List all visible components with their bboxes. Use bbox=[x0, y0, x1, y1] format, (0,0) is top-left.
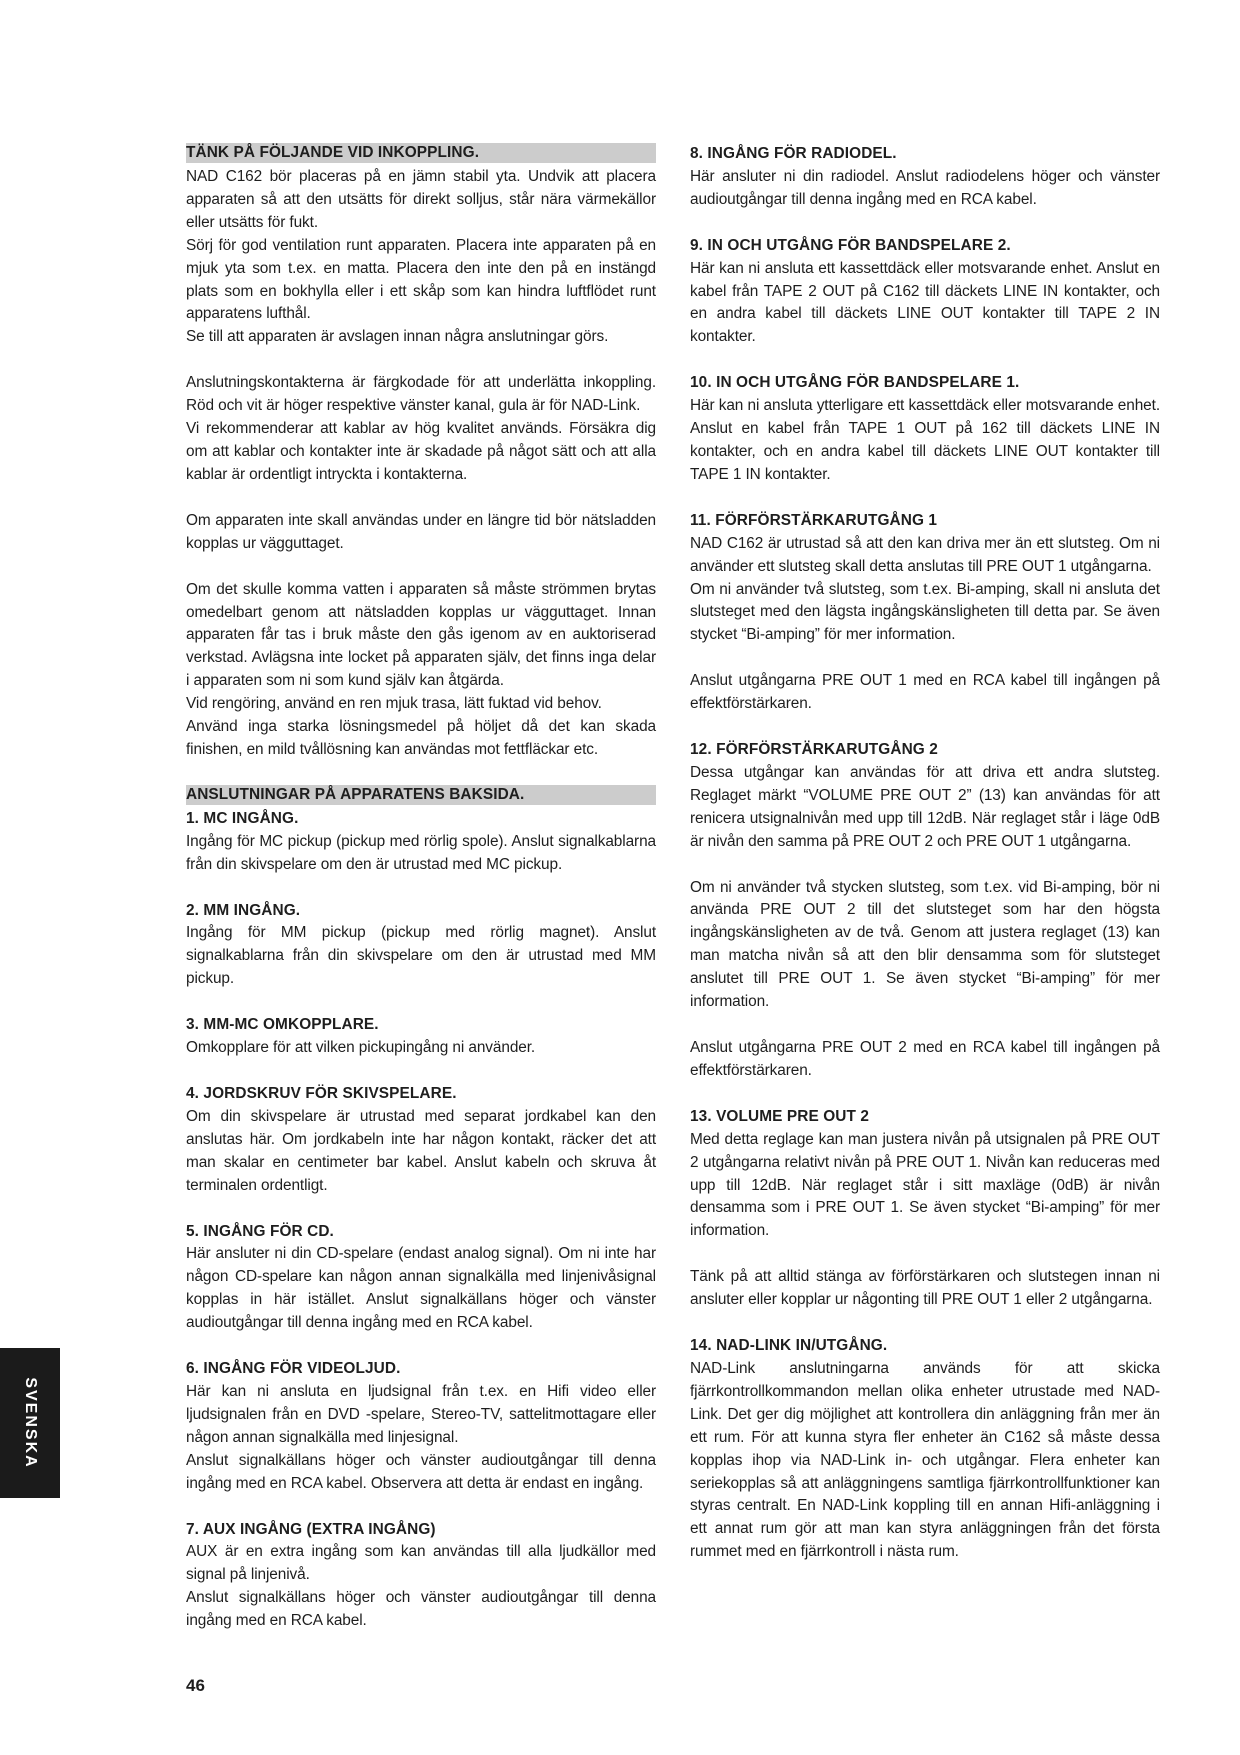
heading-mc-ingang: 1. MC INGÅNG. bbox=[186, 809, 299, 827]
section-title-inkoppling: TÄNK PÅ FÖLJANDE VID INKOPPLING. bbox=[186, 143, 656, 163]
heading-bandspelare-1: 10. IN OCH UTGÅNG FÖR BANDSPELARE 1. bbox=[690, 374, 1020, 392]
heading-nad-link: 14. NAD-LINK IN/UTGÅNG. bbox=[690, 1337, 888, 1355]
paragraph: Vi rekommenderar att kablar av hög kvalitet används. Försäkra dig om att kablar och kontakter inte är skadade på något sätt och att alla kablar är ordentligt intryckta i kontakterna. bbox=[186, 420, 656, 483]
page-number: 46 bbox=[186, 1676, 205, 1695]
paragraph: Dessa utgångar kan användas för att driva ett andra slutsteg. Reglaget märkt “VOLUME PRE OUT 2” (13) kan användas för att renicera utsignalnivån med upp till 12dB. När reglaget står i läge 0dB är nivån den samma på PRE OUT 2 och PRE OUT 1 utgångarna. bbox=[690, 763, 1160, 850]
heading-jordskruv: 4. JORDSKRUV FÖR SKIVSPELARE. bbox=[186, 1085, 457, 1102]
heading-radiodel: 8. INGÅNG FÖR RADIODEL. bbox=[690, 145, 897, 162]
paragraph: Här ansluter ni din radiodel. Anslut radiodelens höger och vänster audioutgångar till denna ingång med en RCA kabel. bbox=[690, 167, 1160, 208]
paragraph: Om ni använder två slutsteg, som t.ex. Bi-amping, skall ni ansluta det slutsteget med den lägsta ingångskänsligheten till detta par. Se även stycket “Bi-amping” för mer information. bbox=[690, 580, 1160, 644]
paragraph: Här ansluter ni din CD-spelare (endast analog signal). Om ni inte har någon CD-spelare kan någon annan signalkälla med linjenivåsignal kopplas in här istället. Anslut signalkällans höger och vänster audioutgångar till denna ingång med en RCA kabel. bbox=[186, 1245, 656, 1332]
paragraph: Ingång för MM pickup (pickup med rörlig magnet). Anslut signalkablarna från din skivspelare om den är utrustad med MM pickup. bbox=[186, 924, 656, 988]
paragraph: Tänk på att alltid stänga av förförstärkaren och slutstegen innan ni ansluter eller kopplar ur någonting till PRE OUT 1 eller 2 utgångarna. bbox=[690, 1268, 1160, 1309]
paragraph: Se till att apparaten är avslagen innan några anslutningar görs. bbox=[186, 328, 609, 346]
heading-aux: 7. AUX INGÅNG (EXTRA INGÅNG) bbox=[186, 1520, 436, 1538]
section-title-baksida: ANSLUTNINGAR PÅ APPARATENS BAKSIDA. bbox=[186, 785, 656, 805]
paragraph: Anslut utgångarna PRE OUT 1 med en RCA kabel till ingången på effektförstärkaren. bbox=[690, 672, 1160, 713]
paragraph: Vid rengöring, använd en ren mjuk trasa, lätt fuktad vid behov. bbox=[186, 695, 602, 713]
paragraph: Anslutningskontakterna är färgkodade för att underlätta inkoppling. Röd och vit är höger respektive vänster kanal, gula är för NAD-Link. bbox=[186, 374, 656, 415]
heading-videoljud: 6. INGÅNG FÖR VIDEOLJUD. bbox=[186, 1360, 401, 1378]
language-tab-label: SVENSKA bbox=[22, 1377, 39, 1469]
paragraph: NAD-Link anslutningarna används för att skicka fjärrkontrollkommandon mellan olika enheter utrustade med NAD-Link. Det ger dig möjlighet att kontrollera din anläggning från mer än ett rum. För att kunna styra fler enheter än C162 så måste dessa kopplas ihop via NAD-Link in- och utgångar. Flera enheter kan seriekopplas så att anläggningens samtliga fjärrkontrollfunktioner kan styras centralt. En NAD-Link koppling till en annan Hifi-anläggning i ett annat rum gör att man kan styra anläggningen från det första rummet med en fjärrkontroll i nästa rum. bbox=[690, 1359, 1160, 1561]
heading-volume-pre-out-2: 13. VOLUME PRE OUT 2 bbox=[690, 1107, 870, 1125]
paragraph: Här kan ni ansluta en ljudsignal från t.ex. en Hifi video eller ljudsignalen från en DVD -spelare, Stereo-TV, sattelitmottagare eller någon annan signalkälla med linjesignal. bbox=[186, 1382, 656, 1446]
paragraph: NAD C162 bör placeras på en jämn stabil yta. Undvik att placera apparaten så att den utsätts för direkt solljus, står nära värmekällor eller utsätts för fukt. bbox=[186, 168, 656, 231]
paragraph: Anslut signalkällans höger och vänster audioutgångar till denna ingång med en RCA kabel. Observera att detta är endast en ingång. bbox=[186, 1451, 656, 1492]
left-column bbox=[186, 143, 656, 1633]
paragraph: Om det skulle komma vatten i apparaten så måste strömmen brytas omedelbart genom att nätsladden kopplas ur vägguttaget. Innan apparaten får tas i bruk måste den gås igenom av en auktoriserad verkstad. Avlägsna inte locket på apparaten själv, det finns inga delar i apparaten som ni som kund själv kan åtgärda. bbox=[186, 580, 656, 690]
heading-cd: 5. INGÅNG FÖR CD. bbox=[186, 1222, 334, 1240]
heading-bandspelare-2: 9. IN OCH UTGÅNG FÖR BANDSPELARE 2. bbox=[690, 236, 1011, 254]
paragraph: Med detta reglage kan man justera nivån på utsignalen på PRE OUT 2 utgångarna relativt nivån på PRE OUT 1. Nivån kan reduceras med upp till 12dB. När reglaget står i sitt maxläge (0dB) är nivån densamma som i PRE OUT 1. Se även stycket “Bi-amping” för mer information. bbox=[690, 1130, 1160, 1240]
paragraph: Här kan ni ansluta ett kassettdäck eller motsvarande enhet. Anslut en kabel från TAPE 2 OUT på C162 till däckets LINE IN kontakter, och en andra kabel till däckets LINE OUT kontakter till TAPE 2 IN kontakter. bbox=[690, 259, 1160, 346]
paragraph: Använd inga starka lösningsmedel på höljet då det kan skada finishen, en mild tvållösning kan användas mot fettfläckar etc. bbox=[186, 718, 656, 758]
heading-mm-ingang: 2. MM INGÅNG. bbox=[186, 901, 301, 919]
paragraph: Om ni använder två stycken slutsteg, som t.ex. vid Bi-amping, bör ni använda PRE OUT 2 till det slutsteget som har den högsta ingångskänsligheten av de två. Genom att justera reglaget (13) kan man matcha nivån så att den blir densamma som för slutsteget anslutet till PRE OUT 1. Se även stycket “Bi-amping” för mer information. bbox=[690, 878, 1160, 1011]
right-column bbox=[690, 143, 1160, 1564]
paragraph: Ingång för MC pickup (pickup med rörlig spole). Anslut signalkablarna från din skivspelare om den är utrustad med MC pickup. bbox=[186, 832, 656, 873]
paragraph: AUX är en extra ingång som kan användas till alla ljudkällor med signal på linjenivå. bbox=[186, 1543, 656, 1584]
paragraph: Anslut signalkällans höger och vänster audioutgångar till denna ingång med en RCA kabel. bbox=[186, 1589, 656, 1630]
paragraph: Om din skivspelare är utrustad med separat jordkabel kan den anslutas här. Om jordkabeln inte har någon kontakt, räcker det att man skalar en centimeter bar kabel. Anslut kabeln och skruva åt terminalen ordentligt. bbox=[186, 1107, 656, 1194]
paragraph: Omkopplare för att vilken pickupingång ni använder. bbox=[186, 1039, 536, 1057]
heading-pre-out-1: 11. FÖRFÖRSTÄRKARUTGÅNG 1 bbox=[690, 511, 938, 529]
paragraph: Anslut utgångarna PRE OUT 2 med en RCA kabel till ingången på effektförstärkaren. bbox=[690, 1039, 1160, 1079]
heading-mm-mc-omkopplare: 3. MM-MC OMKOPPLARE. bbox=[186, 1016, 379, 1034]
paragraph: Här kan ni ansluta ytterligare ett kassettdäck eller motsvarande enhet. Anslut en kabel från TAPE 1 OUT på 162 till däckets LINE IN kontakter, och en andra kabel till däckets LINE OUT kontakter till TAPE 1 IN kontakter. bbox=[690, 397, 1160, 483]
paragraph: Om apparaten inte skall användas under en längre tid bör nätsladden kopplas ur vägguttaget. bbox=[186, 511, 656, 552]
heading-pre-out-2: 12. FÖRFÖRSTÄRKARUTGÅNG 2 bbox=[690, 741, 938, 759]
paragraph: Sörj för god ventilation runt apparaten. Placera inte apparaten på en mjuk yta som t.ex. en matta. Placera den inte den på en instängd plats som en bokhylla eller i ett skåp som kan hindra luftflödet runt apparatens lufthål. bbox=[186, 236, 656, 323]
paragraph: NAD C162 är utrustad så att den kan driva mer än ett slutsteg. Om ni använder ett slutsteg skall detta anslutas till PRE OUT 1 utgångarna. bbox=[690, 534, 1160, 575]
language-tab bbox=[0, 1348, 60, 1498]
